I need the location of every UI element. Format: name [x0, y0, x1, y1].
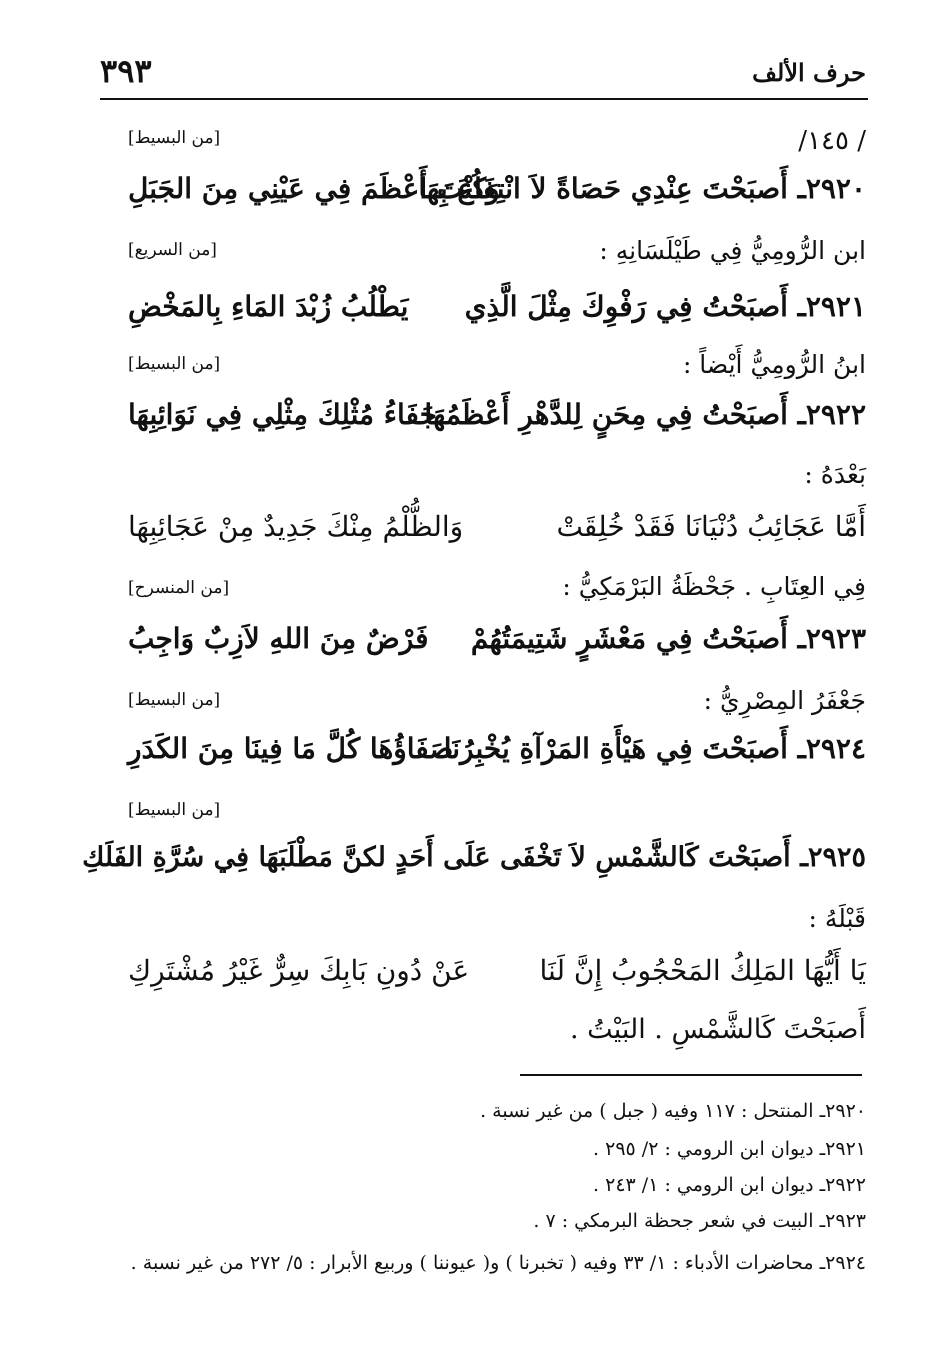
section-mark: / ١٤٥/: [798, 126, 866, 156]
verse-2921-second-hemistich: يَطْلُبُ زُبْدَ المَاءِ بِالمَخْضِ: [128, 290, 409, 323]
header-rule: [100, 98, 868, 100]
attribution: ابن الرُّومِيُّ فِي طَيْلَسَانِهِ :: [599, 236, 866, 265]
meter-label: [من البسيط]: [128, 690, 221, 710]
verse-2923-first-hemistich: ٢٩٢٣ـ أَصبَحْتُ فِي مَعْشَرٍ شَتِيمَتُهُمْ: [470, 622, 866, 655]
footnote-2923: ٢٩٢٣ـ البيت في شعر جحظة البرمكي : ٧ .: [533, 1210, 866, 1232]
verse-2923-second-hemistich: فَرْضٌ مِنَ اللهِ لاَزِبٌ وَاجِبُ: [128, 622, 429, 655]
attribution: جَعْفَرُ المِصْرِيُّ :: [703, 686, 866, 715]
attribution: قَبْلَهُ :: [808, 904, 866, 933]
meter-label: [من البسيط]: [128, 354, 221, 374]
verse-2921-first-hemistich: ٢٩٢١ـ أَصبَحْتُ فِي رَفْوِكَ مِثْلَ الَّذِي: [464, 290, 866, 323]
attribution: ابنُ الرُّومِيُّ أَيْضاً :: [682, 350, 866, 379]
verse-reference: أَصبَحْتَ كَالشَّمْسِ . البَيْتُ .: [570, 1014, 866, 1045]
footnote-2924: ٢٩٢٤ـ محاضرات الأدباء : ١/ ٣٣ وفيه ( تخبرنا ) و( عيوننا ) وربيع الأبرار : ٥/ ٢٧٢ من غير نسبة .: [130, 1252, 866, 1274]
meter-label: [من المنسرح]: [128, 578, 230, 598]
attribution: بَعْدَهُ :: [804, 460, 866, 489]
running-title: حرف الألف: [752, 58, 866, 87]
verse-second-hemistich: وَالظُّلْمُ مِنْكَ جَدِيدٌ مِنْ عَجَائِبِهَا: [128, 510, 464, 543]
footnote-2921: ٢٩٢١ـ ديوان ابن الرومي : ٢/ ٢٩٥ .: [593, 1138, 866, 1160]
verse-2920-first-hemistich: ٢٩٢٠ـ أَصبَحْتَ عِنْدِي حَصَاةً لاَ انْتِفَاعَ بِهَا: [418, 172, 866, 205]
page-number: ٣٩٣: [100, 52, 152, 90]
footnote-2922: ٢٩٢٢ـ ديوان ابن الرومي : ١/ ٢٤٣ .: [593, 1174, 866, 1196]
verse-2924-second-hemistich: صَفَاؤُهَا كُلَّ مَا فِينَا مِنَ الكَدَرِ: [128, 732, 454, 765]
verse-second-hemistich: عَنْ دُونِ بَابِكَ سِرٌّ غَيْرُ مُشْتَرِكِ: [128, 954, 470, 987]
attribution: فِي العِتَابِ . جَحْظَةُ البَرْمَكِيُّ :: [562, 572, 866, 601]
verse-2920-second-hemistich: وَكُنْتَ أَعْظَمَ فِي عَيْنِي مِنَ الجَبَلِ: [128, 172, 500, 205]
verse-2922-first-hemistich: ٢٩٢٢ـ أَصبَحْتُ فِي مِحَنٍ لِلدَّهْرِ أَعْظَمُهَا: [424, 398, 866, 431]
verse-first-hemistich: أَمَّا عَجَائِبُ دُنْيَانَا فَقَدْ خُلِقَتْ: [556, 510, 866, 543]
footnote-2920: ٢٩٢٠ـ المنتحل : ١١٧ وفيه ( جبل ) من غير نسبة .: [480, 1100, 866, 1122]
verse-2925-full-line: ٢٩٢٥ـ أَصبَحْتَ كَالشَّمْسِ لاَ تَخْفَى عَلَى أَحَدٍ لكنَّ مَطْلَبَهَا فِي سُرَّةِ الفَلَكِ: [82, 842, 866, 873]
meter-label: [من السريع]: [128, 240, 217, 260]
verse-first-hemistich: يَا أَيُّهَا المَلِكُ المَحْجُوبُ إِنَّ لَنَا: [539, 954, 866, 987]
footnote-rule: [520, 1074, 862, 1076]
meter-label: [من البسيط]: [128, 800, 221, 820]
meter-label: [من البسيط]: [128, 128, 221, 148]
verse-2924-first-hemistich: ٢٩٢٤ـ أَصبَحْتَ فِي هَيْأَةِ المَرْآةِ يُخْبِرُنَا: [443, 732, 866, 765]
verse-2922-second-hemistich: جَفَاءُ مُثْلِكَ مِثْلِي فِي نَوَائِبِهَا: [128, 398, 437, 431]
